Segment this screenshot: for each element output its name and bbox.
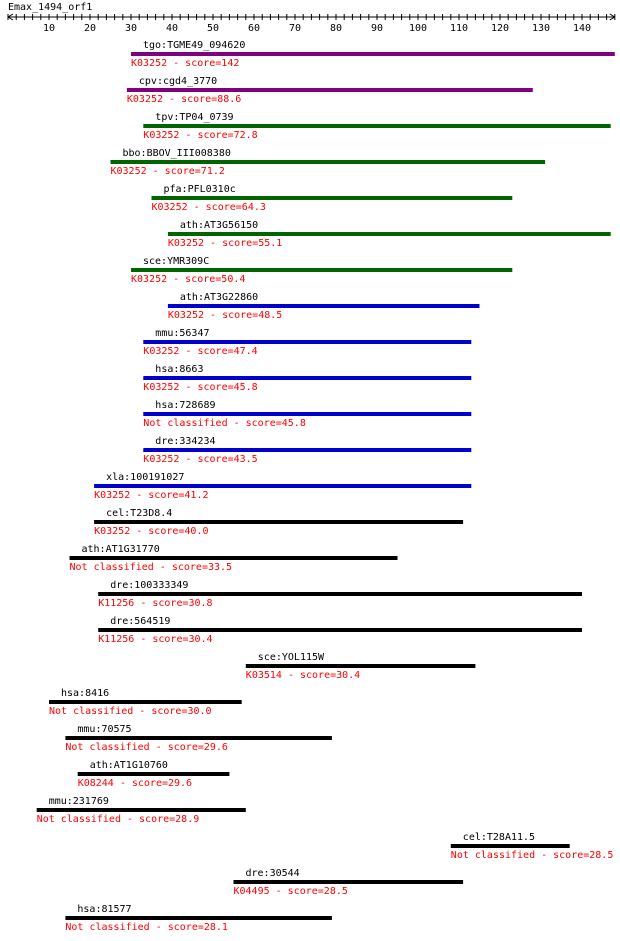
- hit-name[interactable]: dre:30544: [245, 868, 300, 879]
- axis-tick-label: 40: [165, 23, 179, 34]
- hit-name[interactable]: sce:YOL115W: [257, 652, 325, 663]
- hit-name[interactable]: ath:AT1G10760: [89, 760, 168, 771]
- hit-annotation: K04495 - score=28.5: [233, 886, 348, 897]
- hit-bar[interactable]: [143, 412, 471, 416]
- axis-tick-label: 30: [124, 23, 138, 34]
- hit-row: [143, 328, 471, 357]
- hit-row: [98, 580, 582, 609]
- hit-name[interactable]: mmu:231769: [48, 796, 109, 807]
- hit-bar[interactable]: [37, 808, 246, 812]
- hit-name[interactable]: bbo:BBOV_III008380: [122, 148, 231, 159]
- hit-bar[interactable]: [234, 880, 464, 884]
- hit-row: [143, 436, 471, 465]
- hit-row: [94, 472, 471, 501]
- hit-row: [451, 832, 614, 861]
- hit-name[interactable]: mmu:70575: [77, 724, 132, 735]
- hit-bar[interactable]: [168, 232, 611, 236]
- hit-annotation: K03252 - score=64.3: [151, 202, 266, 213]
- hit-annotation: K11256 - score=30.8: [98, 598, 213, 609]
- hit-name[interactable]: hsa:81577: [77, 904, 132, 915]
- hit-annotation: K11256 - score=30.4: [98, 634, 213, 645]
- axis-tick-label: 140: [572, 23, 592, 34]
- hit-name[interactable]: hsa:728689: [155, 400, 216, 411]
- hit-annotation: Not classified - score=28.1: [65, 922, 228, 933]
- hit-name[interactable]: hsa:8663: [155, 364, 204, 375]
- hit-row: [65, 904, 332, 933]
- hit-name[interactable]: tgo:TGME49_094620: [143, 40, 246, 51]
- hit-annotation: K03252 - score=71.2: [110, 166, 225, 177]
- hit-annotation: K03252 - score=88.6: [126, 94, 242, 105]
- hit-name[interactable]: xla:100191027: [106, 472, 185, 483]
- hit-annotation: K03252 - score=43.5: [143, 454, 258, 465]
- hit-bar[interactable]: [111, 160, 546, 164]
- hit-name[interactable]: dre:564519: [110, 616, 171, 627]
- hit-annotation: K03252 - score=47.4: [143, 346, 258, 357]
- hit-annotation: K03252 - score=48.5: [167, 310, 283, 321]
- hit-row: [131, 256, 512, 285]
- query-title: Emax_1494_orf1: [8, 2, 93, 13]
- hit-row: [70, 544, 398, 573]
- axis-tick-label: 50: [206, 23, 220, 34]
- hit-row: [152, 184, 513, 213]
- hit-annotation: Not classified - score=28.9: [36, 814, 200, 825]
- hit-row: [65, 724, 332, 753]
- axis-tick-label: 10: [42, 23, 56, 34]
- hit-row: [94, 508, 463, 537]
- axis-tick-label: 80: [329, 23, 343, 34]
- hit-name[interactable]: dre:100333349: [110, 580, 189, 591]
- hit-bar[interactable]: [98, 592, 582, 596]
- hit-bar[interactable]: [65, 736, 332, 740]
- axis-tick-label: 70: [288, 23, 302, 34]
- hit-annotation: Not classified - score=30.0: [49, 706, 212, 717]
- hit-bar[interactable]: [94, 520, 463, 524]
- hit-row: [37, 796, 246, 825]
- hit-annotation: K03252 - score=45.8: [143, 382, 258, 393]
- axis-tick-label: 100: [408, 23, 428, 34]
- hit-row: [49, 688, 242, 717]
- hit-annotation: K03514 - score=30.4: [245, 670, 361, 681]
- hit-name[interactable]: tpv:TP04_0739: [155, 112, 234, 123]
- hit-name[interactable]: cel:T28A11.5: [462, 832, 536, 843]
- hit-bar[interactable]: [98, 628, 582, 632]
- hit-name[interactable]: ath:AT3G22860: [179, 292, 259, 303]
- axis-tick-label: 120: [490, 23, 510, 34]
- hit-bar[interactable]: [49, 700, 242, 704]
- hit-name[interactable]: pfa:PFL0310c: [163, 184, 236, 195]
- hit-annotation: K03252 - score=50.4: [131, 274, 246, 285]
- hit-row: [143, 112, 610, 141]
- hit-annotation: Not classified - score=45.8: [143, 418, 306, 429]
- hit-row: [131, 40, 615, 69]
- hit-name[interactable]: cel:T23D8.4: [106, 508, 173, 519]
- axis-tick-label: 20: [83, 23, 97, 34]
- hit-name[interactable]: sce:YMR309C: [143, 256, 210, 267]
- hit-annotation: Not classified - score=29.6: [65, 742, 228, 753]
- axis-tick-label: 130: [531, 23, 551, 34]
- hit-row: [98, 616, 582, 645]
- hit-bar[interactable]: [143, 340, 471, 344]
- hit-name[interactable]: ath:AT3G56150: [179, 220, 259, 231]
- hit-list: [37, 40, 615, 933]
- hit-bar[interactable]: [246, 664, 476, 668]
- hit-annotation: K08244 - score=29.6: [77, 778, 193, 789]
- hit-annotation: K03252 - score=55.1: [167, 238, 283, 249]
- hit-bar[interactable]: [65, 916, 332, 920]
- hit-bar[interactable]: [143, 376, 471, 380]
- axis-tick-label: 90: [370, 23, 384, 34]
- hit-row: [127, 76, 533, 105]
- hit-annotation: K03252 - score=41.2: [94, 490, 209, 501]
- hit-row: [246, 652, 476, 681]
- hit-name[interactable]: dre:334234: [155, 436, 216, 447]
- hit-annotation: K03252 - score=142: [131, 58, 240, 69]
- position-axis: [8, 14, 615, 34]
- hit-bar[interactable]: [78, 772, 230, 776]
- hit-name[interactable]: mmu:56347: [155, 328, 210, 339]
- axis-tick-label: 60: [247, 23, 261, 34]
- hit-row: [168, 220, 611, 249]
- hit-annotation: Not classified - score=28.5: [450, 850, 614, 861]
- hit-bar[interactable]: [70, 556, 398, 560]
- hit-row: [143, 400, 471, 429]
- hit-bar[interactable]: [131, 52, 615, 56]
- hit-row: [111, 148, 546, 177]
- hit-row: [78, 760, 230, 789]
- hit-row: [234, 868, 464, 897]
- hit-name[interactable]: cpv:cgd4_3770: [138, 76, 218, 87]
- hit-bar[interactable]: [143, 448, 471, 452]
- hit-row: [143, 364, 471, 393]
- hit-bar[interactable]: [131, 268, 512, 272]
- hit-bar[interactable]: [127, 88, 533, 92]
- hit-bar[interactable]: [94, 484, 471, 488]
- hit-bar[interactable]: [152, 196, 513, 200]
- hit-bar[interactable]: [143, 124, 610, 128]
- hit-annotation: K03252 - score=72.8: [143, 130, 258, 141]
- hit-name[interactable]: ath:AT1G31770: [81, 544, 160, 555]
- hit-name[interactable]: hsa:8416: [61, 688, 110, 699]
- hit-annotation: K03252 - score=40.0: [94, 526, 209, 537]
- hit-bar[interactable]: [451, 844, 570, 848]
- hit-row: [168, 292, 480, 321]
- axis-tick-label: 110: [449, 23, 469, 34]
- hit-bar[interactable]: [168, 304, 480, 308]
- hit-annotation: Not classified - score=33.5: [69, 562, 233, 573]
